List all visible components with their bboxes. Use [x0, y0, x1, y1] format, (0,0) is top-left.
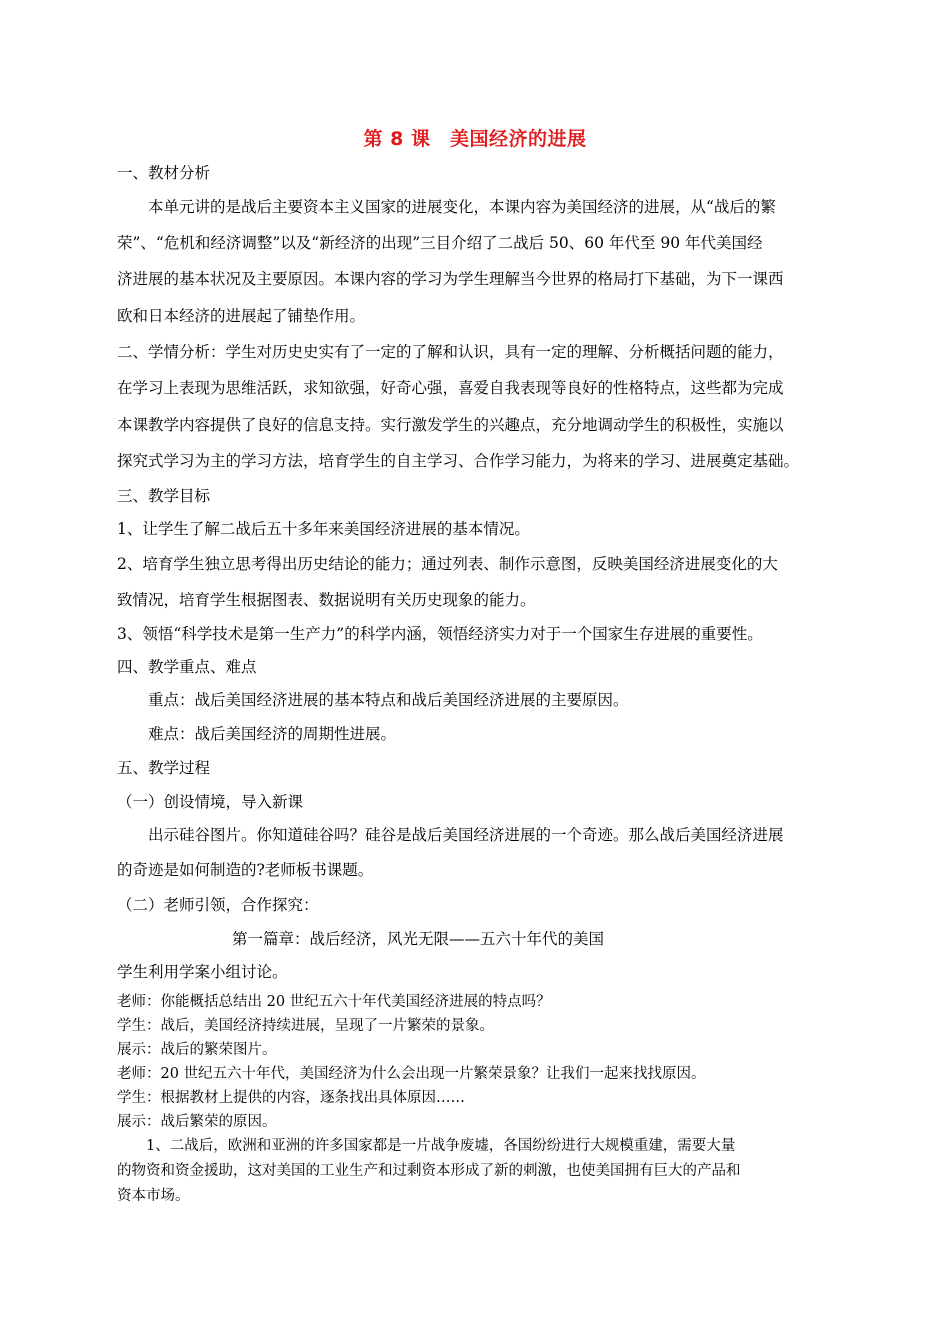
paragraph-line: 学生利用学案小组讨论。: [117, 963, 288, 981]
paragraph-line: 致情况，培育学生根据图表、数据说明有关历史现象的能力。: [117, 591, 536, 609]
section-heading: 二、学情分析：学生对历史史实有了一定的了解和认识，具有一定的理解、分析概括问题的能力，: [117, 343, 784, 361]
section-heading: 五、教学过程: [117, 759, 211, 777]
paragraph-line: 的奇迹是如何制造的?老师板书课题。: [117, 861, 374, 879]
dialogue-line: 展示：战后繁荣的原因。: [117, 1114, 277, 1130]
dialogue-line: 老师：20 世纪五六十年代，美国经济为什么会出现一片繁荣景象？让我们一起来找找原因。: [117, 1066, 706, 1082]
dialogue-line: 展示：战后的繁荣图片。: [117, 1042, 277, 1058]
paragraph-line: 的物资和资金援助，这对美国的工业生产和过剩资本形成了新的刺激，也使美国拥有巨大的产品和: [117, 1163, 741, 1179]
dialogue-line: 学生：根据教材上提供的内容，逐条找出具体原因……: [117, 1090, 465, 1106]
subsection-heading: （一）创设情境，导入新课: [117, 793, 304, 811]
list-item: 1、二战后，欧洲和亚洲的许多国家都是一片战争废墟，各国纷纷进行大规模重建，需要大量: [146, 1138, 736, 1154]
paragraph-line: 欧和日本经济的进展起了铺垫作用。: [117, 307, 366, 325]
dialogue-line: 老师：你能概括总结出 20 世纪五六十年代美国经济进展的特点吗？: [117, 994, 551, 1010]
paragraph-line: 本课教学内容提供了良好的信息支持。实行激发学生的兴趣点，充分地调动学生的积极性，实施以: [117, 416, 784, 434]
chapter-heading: 第一篇章：战后经济，风光无限——五六十年代的美国: [232, 930, 605, 948]
paragraph-line: 荣”、“危机和经济调整”以及“新经济的出现”三目介绍了二战后 50、60 年代至 90 年代美国经: [117, 234, 763, 252]
paragraph-line: 资本市场。: [117, 1188, 190, 1204]
subsection-heading: （二）老师引领，合作探究：: [117, 896, 319, 914]
section-heading: 一、教材分析: [117, 164, 211, 182]
paragraph-line: 探究式学习为主的学习方法，培育学生的自主学习、合作学习能力，为将来的学习、进展奠定基础。: [117, 452, 800, 470]
paragraph-line: 济进展的基本状况及主要原因。本课内容的学习为学生理解当今世界的格局打下基础，为下一课西: [117, 270, 784, 288]
list-item: 2、培育学生独立思考得出历史结论的能力；通过列表、制作示意图，反映美国经济进展变化的大: [117, 555, 778, 573]
section-heading: 四、教学重点、难点: [117, 658, 257, 676]
list-item: 1、让学生了解二战后五十多年来美国经济进展的基本情况。: [117, 520, 530, 538]
paragraph-line: 出示硅谷图片。你知道硅谷吗？硅谷是战后美国经济进展的一个奇迹。那么战后美国经济进展: [148, 826, 784, 844]
list-item: 3、领悟“科学技术是第一生产力”的科学内涵，领悟经济实力对于一个国家生存进展的重要性。: [117, 625, 763, 643]
section-heading: 三、教学目标: [117, 487, 211, 505]
dialogue-line: 学生：战后，美国经济持续进展，呈现了一片繁荣的景象。: [117, 1018, 494, 1034]
paragraph-line: 本单元讲的是战后主要资本主义国家的进展变化，本课内容为美国经济的进展，从“战后的繁: [148, 198, 776, 216]
paragraph-line: 重点：战后美国经济进展的基本特点和战后美国经济进展的主要原因。: [148, 691, 629, 709]
paragraph-line: 在学习上表现为思维活跃，求知欲强，好奇心强，喜爱自我表现等良好的性格特点，这些都为完成: [117, 379, 784, 397]
page-title: 第 8 课 美国经济的进展: [363, 128, 587, 150]
paragraph-line: 难点：战后美国经济的周期性进展。: [148, 725, 397, 743]
